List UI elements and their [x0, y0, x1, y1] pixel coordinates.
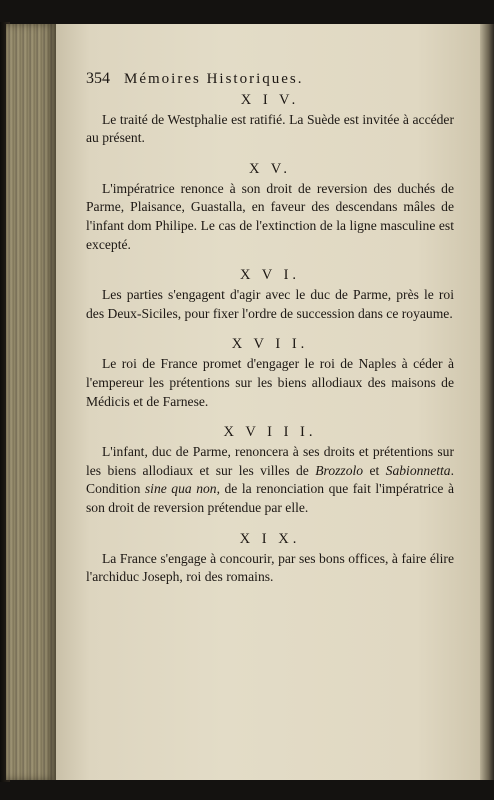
- place-name-brozzolo: Brozzolo: [315, 462, 364, 478]
- text-segment: . Condition: [86, 462, 455, 497]
- text-segment: , de la renonciation que fait l'impératrice à son droit de reversion prétendue par elle.: [86, 481, 454, 515]
- article-text-xvi: Les parties s'engagent d'agir avec le duc de Parme, près le roi des Deux-Siciles, pour fixer l'ordre de succession dans ce royaume.: [86, 287, 454, 321]
- text-segment: et: [363, 462, 386, 478]
- page-content: [86, 70, 454, 597]
- article-heading-xvii: X V I I.: [231, 336, 309, 353]
- article-heading-xiv: X I V.: [240, 91, 300, 108]
- article-text-xiv: Le traité de Westphalie est ratifié. La Suède est invitée à accéder au présent.: [86, 111, 454, 146]
- running-head: [86, 70, 454, 89]
- page-number: 354: [86, 70, 110, 87]
- article-heading-xv: X V.: [248, 160, 292, 177]
- article-text-xv: L'impératrice renonce à son droit de reversion des duchés de Parme, Plaisance, Guastalla, en faveur des descendans mâles de l'infant dom Philipe. Le cas de l'extinction de la ligne masculine est excepté.: [86, 180, 454, 252]
- place-name-sabionnetta: Sabionnetta: [385, 462, 451, 478]
- article-heading-xvi: X V I.: [239, 267, 301, 284]
- page-stack-edge: [6, 24, 56, 780]
- latin-phrase: sine qua non: [144, 481, 217, 497]
- article-text-xvii: Le roi de France promet d'engager le roi de Naples à céder à l'empereur les prétentions sur les biens allodiaux des maisons de Médicis et de Farnese.: [86, 356, 454, 409]
- article-text-xviii: [86, 443, 454, 517]
- article-heading-xviii: X V I I I.: [223, 424, 317, 441]
- article-text-xix: La France s'engage à concourir, par ses bons offices, à faire élire l'archiduc Joseph, roi des romains.: [86, 550, 454, 585]
- article-heading-xix: X I X.: [239, 530, 301, 547]
- book-right-edge: [480, 24, 494, 780]
- text-segment: L'infant, duc de Parme, renoncera à ses droits et prétentions sur les biens allodiaux et sur les villes de: [86, 444, 454, 478]
- running-title: Mémoires Historiques.: [124, 71, 304, 87]
